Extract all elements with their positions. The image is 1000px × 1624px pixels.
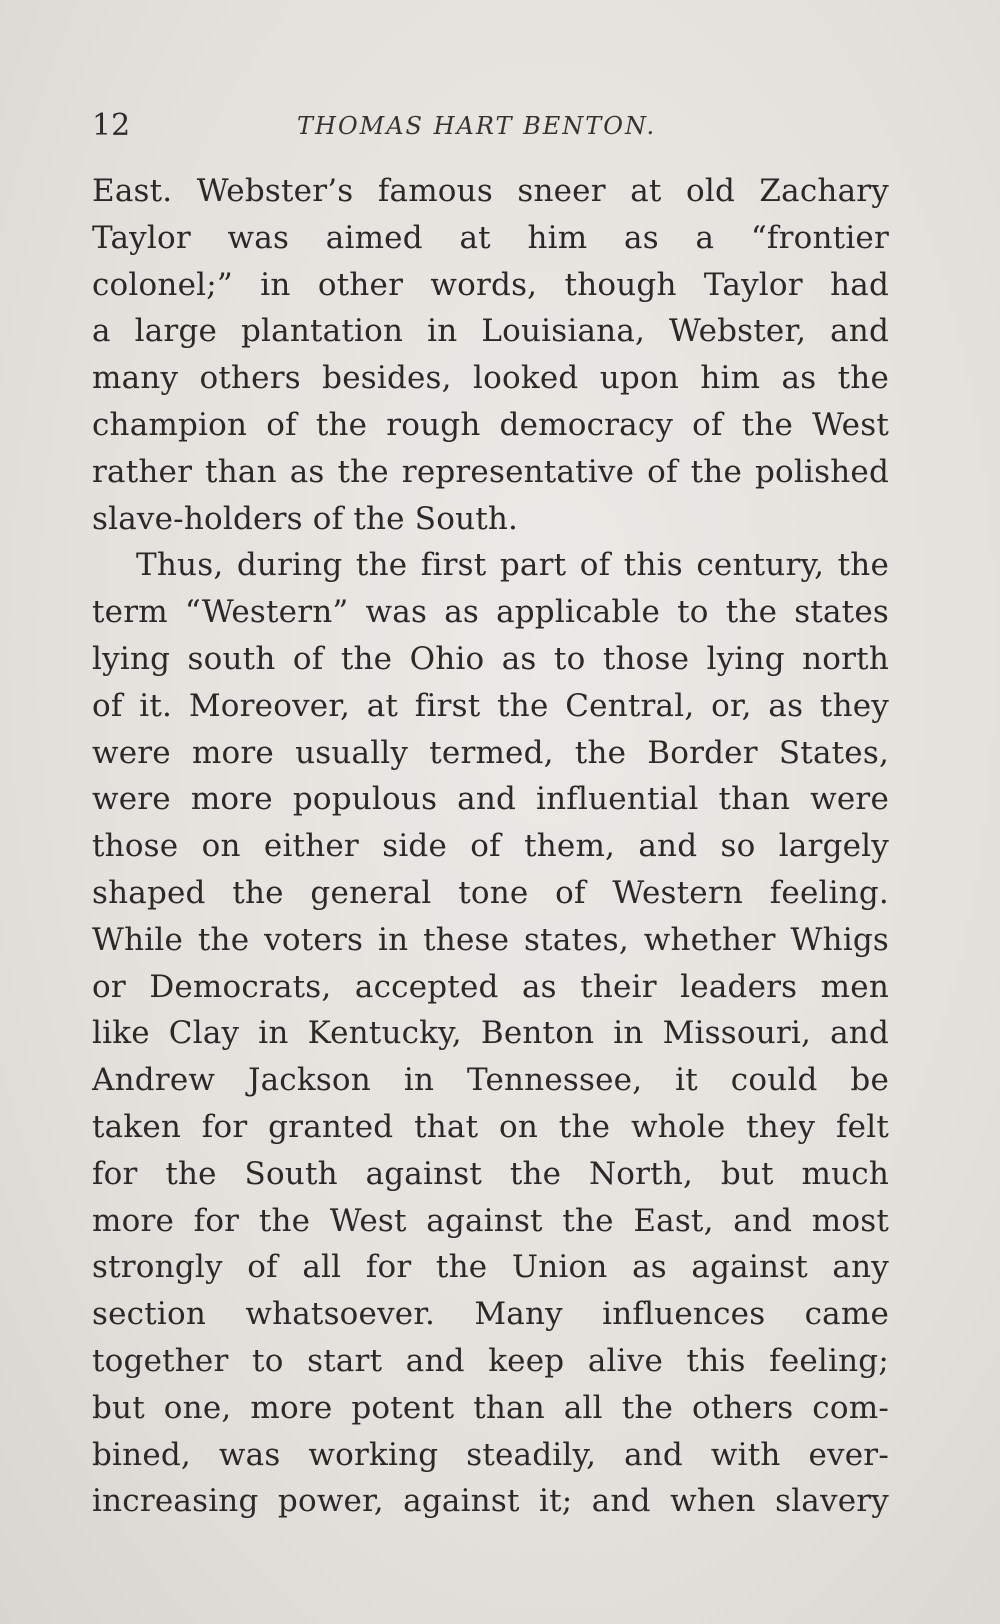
body-text (92, 168, 889, 1525)
text-line: Andrew Jackson in Tennessee, it could be (92, 1062, 889, 1099)
text-line: bined, was working steadily, and with ever- (92, 1436, 889, 1473)
text-line: Taylor was aimed at him as a “frontier (92, 219, 889, 256)
text-line: more for the West against the East, and most (92, 1202, 889, 1239)
text-line: together to start and keep alive this feeling; (92, 1342, 889, 1379)
text-line: slave-holders of the South. (92, 500, 519, 537)
text-line: taken for granted that on the whole they felt (92, 1108, 889, 1145)
text-line: but one, more potent than all the others com- (92, 1389, 889, 1426)
text-line: for the South against the North, but much (92, 1155, 889, 1192)
text-line: section whatsoever. Many influences came (92, 1296, 889, 1333)
text-line: like Clay in Kentucky, Benton in Missouri, and (92, 1015, 889, 1052)
paragraph-first-line: Thus, during the first part of this century, the (136, 547, 889, 584)
text-line: While the voters in these states, whether Whigs (92, 921, 889, 958)
text-line: were more populous and influential than were (92, 781, 889, 818)
text-line: lying south of the Ohio as to those lying north (92, 640, 889, 677)
text-line: those on either side of them, and so largely (92, 828, 889, 865)
text-line: East. Webster’s famous sneer at old Zachary (92, 173, 889, 209)
text-line: strongly of all for the Union as against any (92, 1249, 889, 1286)
text-line: champion of the rough democracy of the West (92, 406, 889, 443)
text-line: many others besides, looked upon him as the (92, 360, 889, 397)
running-title: THOMAS HART BENTON. (297, 112, 657, 140)
text-line: increasing power, against it; and when slavery (92, 1483, 889, 1520)
text-line: of it. Moreover, at first the Central, or, as they (92, 687, 889, 724)
text-line: colonel;” in other words, though Taylor had (92, 266, 889, 303)
text-line: were more usually termed, the Border States, (92, 734, 889, 771)
running-head (92, 108, 892, 148)
text-line: or Democrats, accepted as their leaders men (92, 968, 889, 1005)
text-line: term “Western” was as applicable to the states (92, 594, 889, 631)
page-number: 12 (92, 108, 131, 143)
text-line: shaped the general tone of Western feeling. (92, 874, 889, 911)
text-line: rather than as the representative of the polished (92, 453, 889, 490)
text-line: a large plantation in Louisiana, Webster, and (92, 313, 889, 350)
